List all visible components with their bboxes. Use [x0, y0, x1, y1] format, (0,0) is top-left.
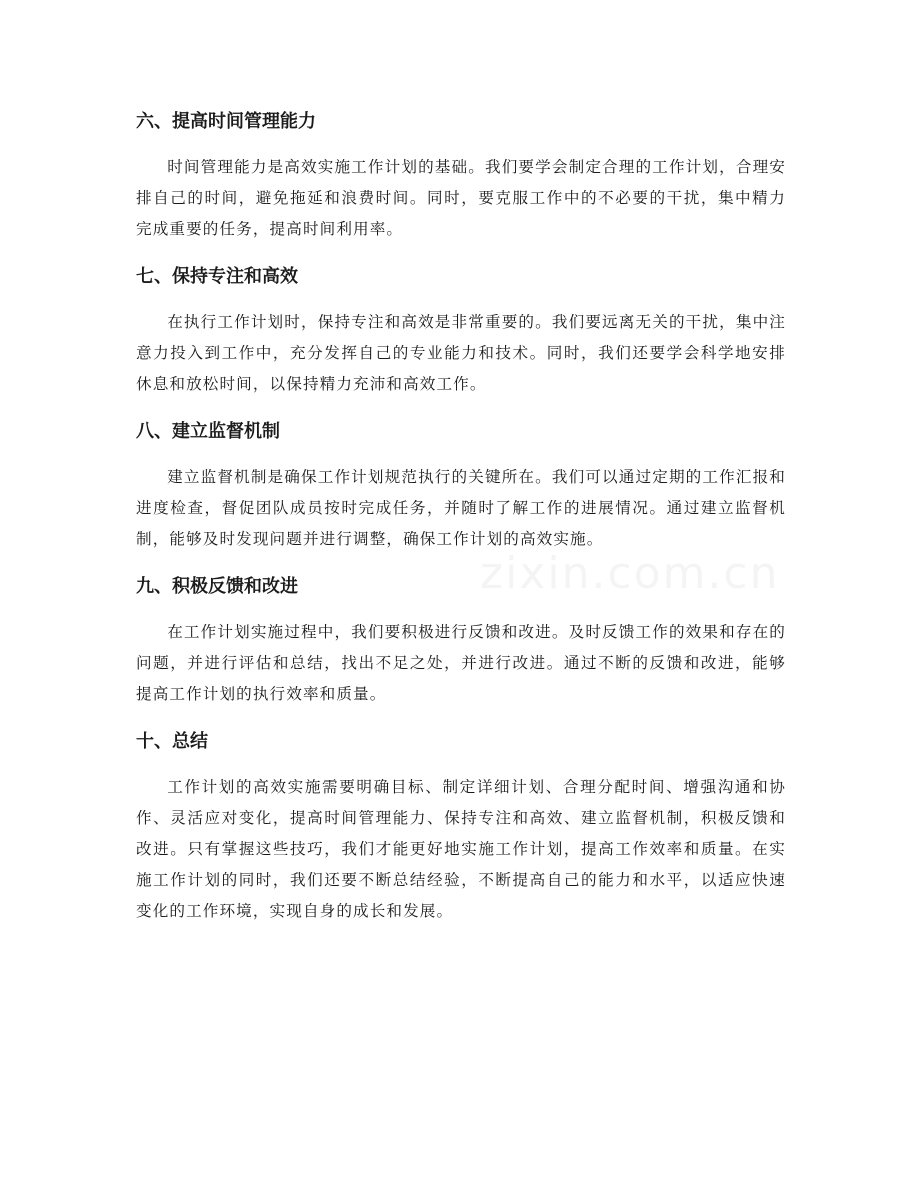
document-page	[136, 104, 786, 941]
section-heading: 九、积极反馈和改进	[136, 576, 298, 597]
section-heading: 七、保持专注和高效	[136, 266, 298, 287]
section-9	[136, 569, 786, 710]
section-6	[136, 104, 786, 245]
section-heading: 十、总结	[136, 731, 208, 752]
section-paragraph: 在执行工作计划时，保持专注和高效是非常重要的。我们要远离无关的干扰，集中注意力投入到工作中，充分发挥自己的专业能力和技术。同时，我们还要学会科学地安排休息和放松时间，以保持精力充沛和高效工作。	[136, 313, 786, 393]
section-8	[136, 414, 786, 555]
section-heading: 八、建立监督机制	[136, 421, 280, 442]
section-paragraph: 工作计划的高效实施需要明确目标、制定详细计划、合理分配时间、增强沟通和协作、灵活应对变化，提高时间管理能力、保持专注和高效、建立监督机制，积极反馈和改进。只有掌握这些技巧，我们才能更好地实施工作计划，提高工作效率和质量。在实施工作计划的同时，我们还要不断总结经验，不断提高自己的能力和水平，以适应快速变化的工作环境，实现自身的成长和发展。	[136, 778, 786, 920]
section-paragraph: 建立监督机制是确保工作计划规范执行的关键所在。我们可以通过定期的工作汇报和进度检查，督促团队成员按时完成任务，并随时了解工作的进展情况。通过建立监督机制，能够及时发现问题并进行调整，确保工作计划的高效实施。	[136, 468, 786, 548]
section-10	[136, 724, 786, 927]
section-paragraph: 在工作计划实施过程中，我们要积极进行反馈和改进。及时反馈工作的效果和存在的问题，并进行评估和总结，找出不足之处，并进行改进。通过不断的反馈和改进，能够提高工作计划的执行效率和质量。	[136, 623, 786, 703]
section-paragraph: 时间管理能力是高效实施工作计划的基础。我们要学会制定合理的工作计划，合理安排自己的时间，避免拖延和浪费时间。同时，要克服工作中的不必要的干扰，集中精力完成重要的任务，提高时间利用率。	[136, 158, 786, 238]
section-heading: 六、提高时间管理能力	[136, 111, 316, 132]
section-7	[136, 259, 786, 400]
